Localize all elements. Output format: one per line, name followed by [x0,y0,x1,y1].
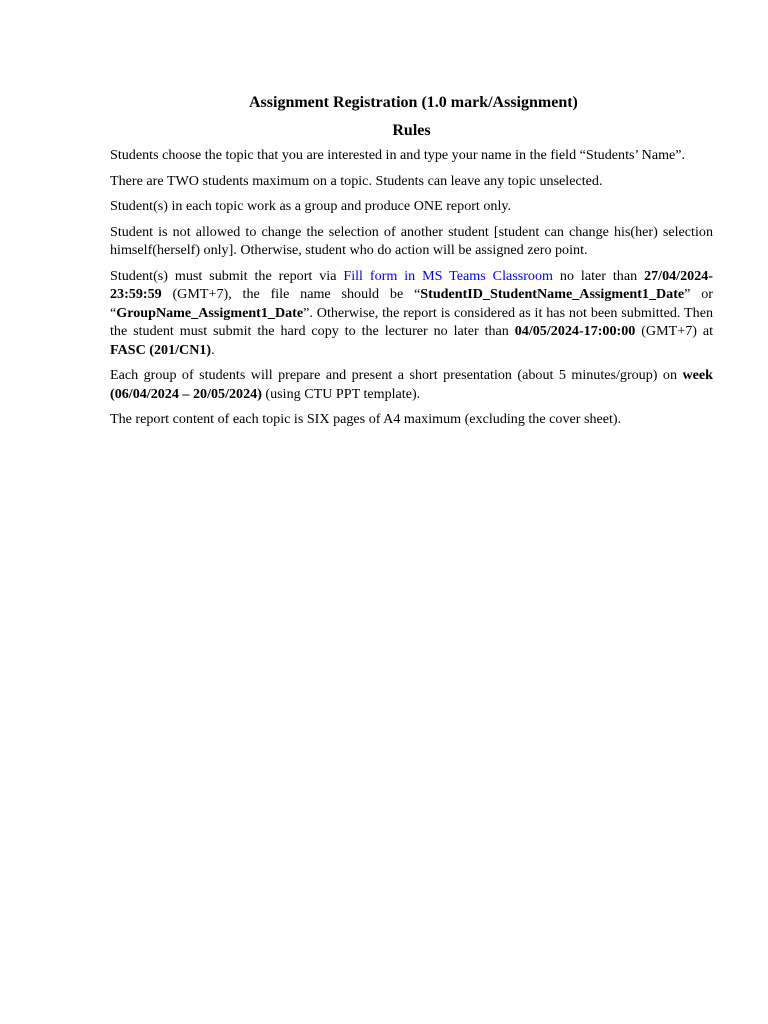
submission-text: (GMT+7), the file name should be “ [161,286,421,302]
submission-deadline: 27/04/2024- 23:59:59 [110,267,713,302]
submission-text: ”. Otherwise, the report is considered as it has not been submitted. Then the student must submit the hard copy to the lecturer no later than [110,304,713,339]
rule-paragraph-one-report: Student(s) in each topic work as a group and produce ONE report only. [110,198,512,214]
file-name-format-student: StudentID_StudentName_Assigment1_Date [420,286,685,302]
rule-paragraph-max-students: There are TWO students maximum on a topic. Students can leave any topic unselected. [110,172,603,189]
page-title: Assignment Registration (1.0 mark/Assignment) [249,94,578,111]
rule-paragraph-report-length: The report content of each topic is SIX pages of A4 maximum (excluding the cover sheet). [110,411,622,427]
section-heading-rules: Rules [392,122,431,139]
rule-paragraph-submission [110,267,713,360]
presentation-text: (using CTU PPT template). [261,385,421,402]
rule-paragraph-choose-topic: Students choose the topic that you are interested in and type your name in the field “Students’ Name”. [110,147,686,163]
submission-text: . [211,341,215,358]
submission-text: ” or “ [110,286,713,321]
rule-paragraph-no-change: Student is not allowed to change the selection of another student [student can change his(her) selection himself(herself) only]. Otherwise, student who do action will be assigned zero point. [110,223,713,258]
rule-paragraph-presentation [110,366,713,403]
document-page [110,92,713,436]
submission-text: (GMT+7) at [635,323,714,339]
presentation-text: Each group of students will prepare and present a short presentation (about 5 minutes/group) on [110,367,683,383]
fill-form-link[interactable]: Fill form in MS Teams Classroom [343,267,553,284]
hard-copy-deadline: 04/05/2024-17:00:00 [514,323,636,339]
presentation-week: week (06/04/2024 – 20/05/2024) [110,367,713,402]
file-name-format-group: GroupName_Assigment1_Date [116,304,304,321]
submission-location: FASC (201/CN1) [110,341,212,358]
submission-text: no later than [552,267,645,284]
submission-text: Student(s) must submit the report via [110,267,344,284]
